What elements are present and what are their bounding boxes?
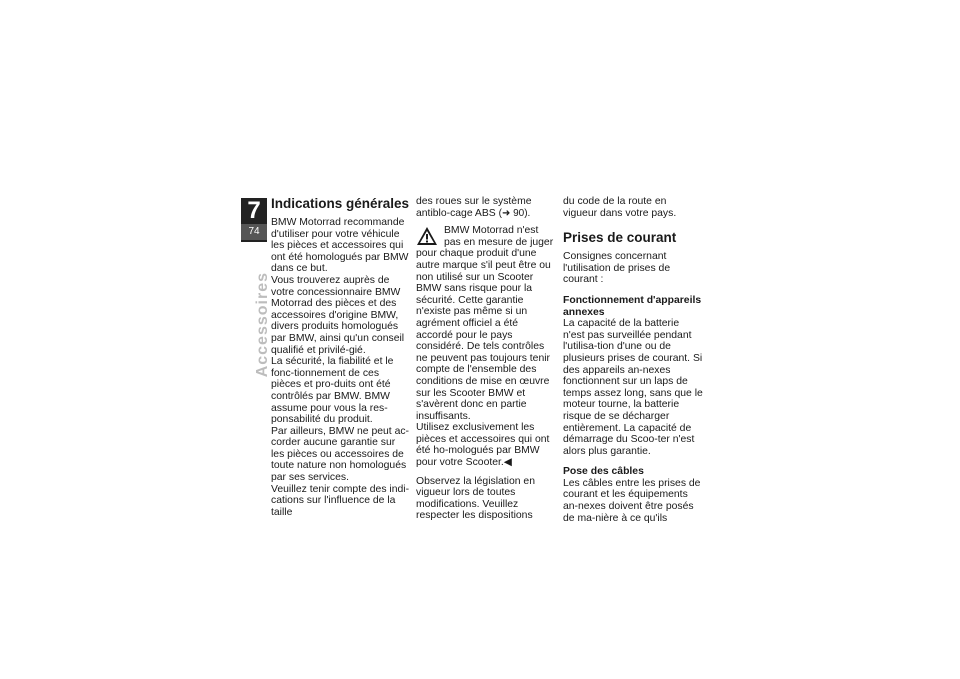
- paragraph: BMW Motorrad recommande d'utiliser pour votre véhicule les pièces et accessoires qui ont été homologués par BMW dans ce but.: [271, 217, 409, 275]
- paragraph: Les câbles entre les prises de courant et les équipements an-nexes doivent être posés de ma-nière à ce qu'ils: [563, 477, 701, 524]
- warning-text: BMW Motorrad n'est pas en mesure de juger pour chaque produit d'une autre marque s'il peut être ou non utilisé sur un Scooter BMW sans risque pour la sécurité. Cette garantie n'existe pas même si un agrément officiel a été accordé pour le pays considéré. De tels contrôles ne peuvent pas toujours tenir compte de l'ensemble des conditions de mise en œuvre sur les Scooter BMW et s'avèrent donc en partie insuffisants.: [416, 225, 554, 422]
- subheading-cable-routing: Pose des câbles: [563, 466, 644, 478]
- warning-block: [416, 225, 556, 468]
- chapter-side-label: Accessoires: [254, 272, 271, 378]
- subheading-accessory-operation: Fonctionnement d'appareils annexes: [563, 294, 702, 318]
- paragraph: Observez la législation en vigueur lors de toutes modifications. Veuillez respecter les dispositions: [416, 475, 535, 522]
- section-title-general: Indications générales: [271, 196, 410, 211]
- warning-text: Utilisez exclusivement les pièces et accessoires qui ont été ho-mologués par BMW pour votre Scooter.◀: [416, 422, 550, 469]
- paragraph: Consignes concernant l'utilisation de prises de courant :: [563, 251, 671, 286]
- column-2: [416, 196, 556, 522]
- paragraph-text: des roues sur le système antiblo-cage ABS: [416, 196, 532, 219]
- section-title-sockets: Prises de courant: [563, 230, 677, 246]
- warning-icon: [416, 226, 438, 246]
- paragraph: Vous trouverez auprès de votre concessionnaire BMW Motorrad des pièces et des accessoires d'origine BMW, divers produits homologués par BMW, ainsi qu'un conseil qualifié et privilé-gié.: [271, 274, 405, 356]
- paragraph: du code de la route en vigueur dans votre pays.: [563, 196, 677, 219]
- chapter-number: 7: [247, 197, 261, 224]
- page-number: 74: [241, 224, 267, 240]
- paragraph: La sécurité, la fiabilité et le fonc-tionnement de ces pièces et pro-duits ont été contrôlés par BMW. BMW assume pour vous la res-ponsabilité du produit.: [271, 356, 394, 426]
- paragraph: [416, 196, 556, 219]
- paragraph: Veuillez tenir compte des indi-cations sur l'influence de la taille: [271, 483, 410, 518]
- paragraph: Par ailleurs, BMW ne peut ac-corder aucune garantie sur les pièces ou accessoires de toute nature non homologués par ses services.: [271, 425, 410, 484]
- column-1: [271, 196, 411, 518]
- page-reference: (➜ 90).: [498, 207, 531, 219]
- column-3: [563, 196, 703, 524]
- paragraph: La capacité de la batterie n'est pas surveillée pendant l'utilisa-tion d'une ou de plusieurs prises de courant. Si des appareils an-nexes fonctionnent sur un laps de temps assez long, sans que le moteur tourne, la batterie risque de se décharger entièrement. La capacité de démarrage du Scoo-ter n'est alors plus garantie.: [563, 318, 703, 457]
